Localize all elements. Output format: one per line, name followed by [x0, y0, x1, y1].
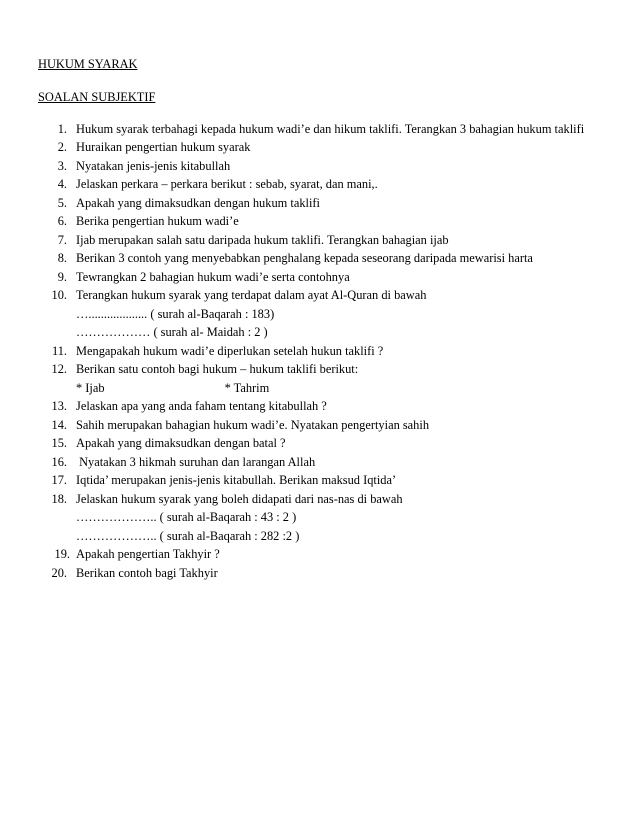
question-number: 6. — [57, 214, 67, 228]
verse-reference-line: …................... ( surah al-Baqarah : 183) — [76, 306, 275, 321]
question-item — [38, 471, 628, 490]
question-number: 18. — [51, 491, 67, 506]
question-item — [38, 490, 628, 509]
question-item — [38, 342, 628, 361]
document-title: HUKUM SYARAK — [38, 57, 138, 71]
question-number: 1. — [57, 121, 67, 136]
question-item — [38, 360, 628, 379]
question-item — [38, 175, 628, 194]
question-number: 10. — [51, 288, 67, 302]
question-number: 8. — [57, 251, 67, 265]
question-number: 15. — [51, 436, 67, 450]
question-list — [38, 120, 628, 583]
question-text: Terangkan hukum syarak yang terdapat dalam ayat Al-Quran di bawah — [76, 288, 427, 302]
option-line — [38, 379, 628, 398]
question-text: Berika pengertian hukum wadi’e — [76, 214, 239, 228]
question-text: Mengapakah hukum wadi’e diperlukan setelah hukun taklifi ? — [76, 343, 384, 358]
question-item — [38, 157, 628, 176]
question-text: Ijab merupakan salah satu daripada hukum taklifi. Terangkan bahagian ijab — [76, 232, 449, 247]
question-item — [38, 138, 628, 157]
option-ijab: * Ijab — [76, 380, 105, 395]
question-number: 12. — [51, 362, 67, 376]
question-text: Hukum syarak terbahagi kepada hukum wadi’e dan hikum taklifi. Terangkan 3 bahagian hukum taklifi — [76, 121, 585, 136]
question-item — [38, 120, 628, 139]
question-item — [38, 212, 628, 231]
verse-reference-line: ……………… ( surah al- Maidah : 2 ) — [76, 325, 268, 339]
question-text: Nyatakan jenis-jenis kitabullah — [76, 158, 231, 173]
question-item — [38, 194, 628, 213]
question-number: 16. — [51, 454, 67, 469]
question-number: 2. — [57, 140, 67, 154]
question-number: 11. — [51, 343, 67, 358]
option-tahrim: * Tahrim — [224, 380, 270, 395]
question-number: 3. — [57, 158, 67, 173]
verse-reference-line: ……………….. ( surah al-Baqarah : 43 : 2 ) — [76, 510, 297, 524]
question-text: Tewrangkan 2 bahagian hukum wadi’e serta contohnya — [76, 269, 350, 284]
question-item — [38, 545, 628, 564]
question-text: Apakah pengertian Takhyir ? — [76, 547, 220, 561]
question-number: 9. — [57, 269, 67, 284]
question-text: Berikan satu contoh bagi hukum – hukum taklifi berikut: — [76, 362, 359, 376]
question-number: 4. — [57, 177, 67, 191]
question-item — [38, 268, 628, 287]
question-text: Nyatakan 3 hikmah suruhan dan larangan Allah — [76, 454, 316, 469]
question-number: 13. — [51, 399, 67, 413]
question-number: 7. — [57, 232, 67, 247]
question-number: 20. — [51, 565, 67, 580]
question-text: Jelaskan perkara – perkara berikut : sebab, syarat, dan mani,. — [76, 177, 378, 191]
question-item — [38, 434, 628, 453]
question-item — [38, 564, 628, 583]
question-number: 14. — [51, 417, 67, 432]
question-text: Jelaskan hukum syarak yang boleh didapati dari nas-nas di bawah — [76, 491, 403, 506]
question-text: Berikan contoh bagi Takhyir — [76, 565, 218, 580]
question-item — [38, 231, 628, 250]
verse-reference-line: ……………….. ( surah al-Baqarah : 282 :2 ) — [76, 528, 300, 543]
section-title: SOALAN SUBJEKTIF — [38, 90, 156, 104]
question-text: Sahih merupakan bahagian hukum wadi’e. Nyatakan pengertyian sahih — [76, 417, 430, 432]
question-text: Huraikan pengertian hukum syarak — [76, 140, 251, 154]
question-item — [38, 416, 628, 435]
question-item — [38, 249, 628, 268]
question-item — [38, 397, 628, 416]
question-number: 5. — [57, 195, 67, 210]
question-item — [38, 453, 628, 472]
question-text: Jelaskan apa yang anda faham tentang kitabullah ? — [76, 399, 327, 413]
question-number: 19. — [54, 547, 70, 561]
question-item — [38, 286, 628, 305]
question-number: 17. — [51, 473, 67, 487]
question-text: Iqtida’ merupakan jenis-jenis kitabullah. Berikan maksud Iqtida’ — [76, 473, 397, 487]
question-text: Apakah yang dimaksudkan dengan hukum taklifi — [76, 195, 320, 210]
question-text: Apakah yang dimaksudkan dengan batal ? — [76, 436, 286, 450]
question-text: Berikan 3 contoh yang menyebabkan penghalang kepada seseorang daripada mewarisi harta — [76, 251, 533, 265]
